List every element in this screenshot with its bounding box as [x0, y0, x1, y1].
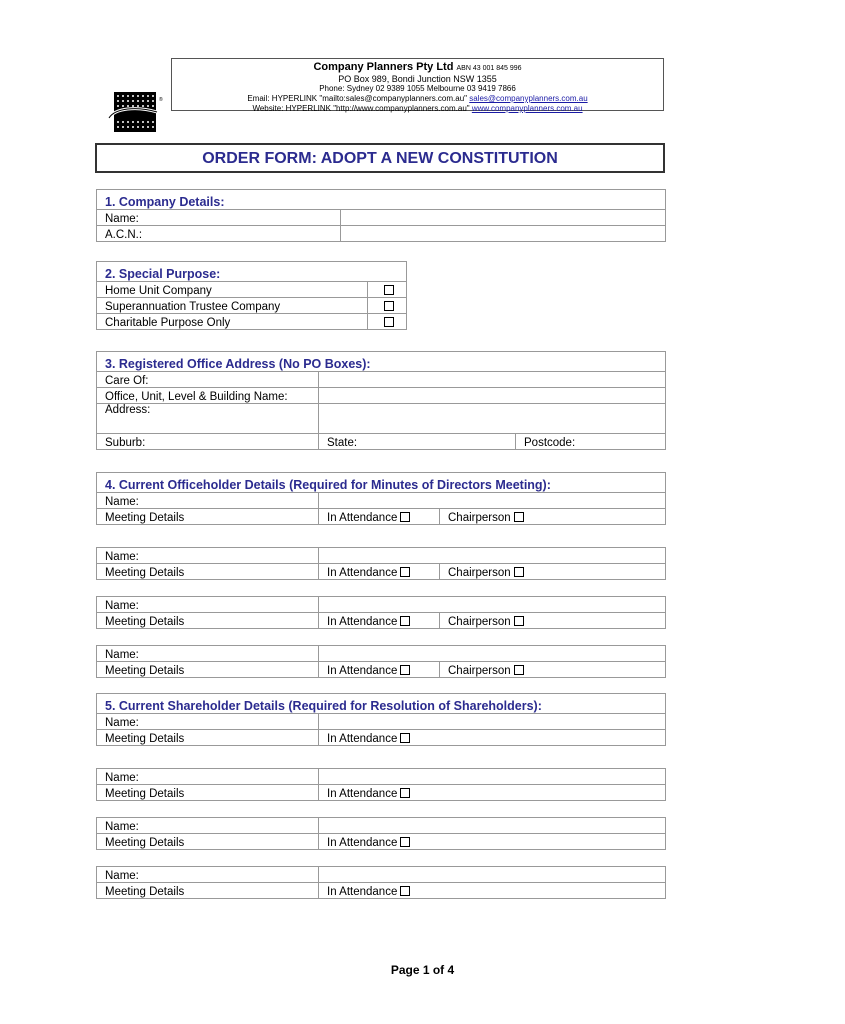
checkbox-icon[interactable]: [384, 285, 394, 295]
attendance-checkbox[interactable]: [400, 733, 410, 743]
chairperson-label: Chairperson: [448, 665, 511, 677]
chairperson-checkbox[interactable]: [514, 512, 524, 522]
shareholder-block: [96, 866, 666, 899]
name-label: Name:: [97, 646, 319, 662]
company-logo: [107, 92, 161, 134]
name-label: Name:: [97, 493, 319, 509]
care-of-label: Care Of:: [97, 372, 319, 388]
office-field[interactable]: [319, 388, 666, 404]
meeting-details-label: Meeting Details: [97, 883, 319, 899]
company-address: PO Box 989, Bondi Junction NSW 1355: [338, 74, 497, 84]
care-of-field[interactable]: [319, 372, 666, 388]
attendance-label: In Attendance: [327, 567, 398, 579]
option-label: Home Unit Company: [97, 282, 368, 298]
charitable-checkbox[interactable]: [368, 314, 407, 330]
section-title: 1. Company Details:: [97, 190, 666, 210]
meeting-details-label: Meeting Details: [97, 662, 319, 678]
attendance-checkbox[interactable]: [400, 512, 410, 522]
shareholder-name-field[interactable]: [319, 714, 666, 730]
checkbox-icon[interactable]: [384, 317, 394, 327]
name-label: Name:: [97, 548, 319, 564]
company-name-field[interactable]: [341, 210, 666, 226]
officeholder-block: [96, 596, 666, 629]
office-label: Office, Unit, Level & Building Name:: [97, 388, 319, 404]
email-link[interactable]: sales@companyplanners.com.au: [469, 94, 588, 103]
acn-field[interactable]: [341, 226, 666, 242]
officeholder-name-field[interactable]: [319, 493, 666, 509]
svg-text:®: ®: [159, 97, 163, 103]
company-details-section: [96, 189, 666, 242]
section-title: 4. Current Officeholder Details (Required for Minutes of Directors Meeting):: [97, 473, 666, 493]
officeholder-name-field[interactable]: [319, 548, 666, 564]
officeholder-block: [96, 547, 666, 580]
name-label: Name:: [97, 597, 319, 613]
home-unit-checkbox[interactable]: [368, 282, 407, 298]
officeholder-name-field[interactable]: [319, 646, 666, 662]
name-label: Name:: [97, 769, 319, 785]
name-label: Name:: [97, 210, 341, 226]
attendance-checkbox[interactable]: [400, 567, 410, 577]
section-title: 3. Registered Office Address (No PO Boxes):: [97, 352, 666, 372]
website-prefix: Website: HYPERLINK "http://www.companyplanners.com.au": [252, 104, 472, 113]
option-label: Charitable Purpose Only: [97, 314, 368, 330]
address-label: Address:: [97, 404, 319, 434]
officeholder-block: [96, 645, 666, 678]
super-trustee-checkbox[interactable]: [368, 298, 407, 314]
chairperson-checkbox[interactable]: [514, 616, 524, 626]
shareholder-name-field[interactable]: [319, 769, 666, 785]
chairperson-label: Chairperson: [448, 512, 511, 524]
section-title: 2. Special Purpose:: [97, 262, 407, 282]
address-field[interactable]: [319, 404, 666, 434]
company-abn: ABN 43 001 845 996: [456, 65, 522, 72]
attendance-label: In Attendance: [327, 512, 398, 524]
attendance-checkbox[interactable]: [400, 665, 410, 675]
shareholder-name-field[interactable]: [319, 867, 666, 883]
attendance-checkbox[interactable]: [400, 837, 410, 847]
meeting-details-label: Meeting Details: [97, 834, 319, 850]
meeting-details-label: Meeting Details: [97, 509, 319, 525]
attendance-checkbox[interactable]: [400, 616, 410, 626]
chairperson-label: Chairperson: [448, 567, 511, 579]
attendance-label: In Attendance: [327, 733, 398, 745]
officeholder-name-field[interactable]: [319, 597, 666, 613]
email-prefix: Email: HYPERLINK "mailto:sales@companyplanners.com.au": [247, 94, 470, 103]
option-label: Superannuation Trustee Company: [97, 298, 368, 314]
website-link[interactable]: www.companyplanners.com.au: [471, 104, 583, 113]
shareholder-name-field[interactable]: [319, 818, 666, 834]
company-name: Company Planners Pty Ltd: [313, 61, 454, 73]
company-header: [171, 58, 664, 111]
chairperson-checkbox[interactable]: [514, 665, 524, 675]
state-label: State:: [319, 434, 516, 450]
checkbox-icon[interactable]: [384, 301, 394, 311]
chairperson-label: Chairperson: [448, 616, 511, 628]
postcode-label: Postcode:: [516, 434, 666, 450]
attendance-label: In Attendance: [327, 837, 398, 849]
name-label: Name:: [97, 818, 319, 834]
attendance-checkbox[interactable]: [400, 788, 410, 798]
attendance-label: In Attendance: [327, 665, 398, 677]
meeting-details-label: Meeting Details: [97, 613, 319, 629]
chairperson-checkbox[interactable]: [514, 567, 524, 577]
acn-label: A.C.N.:: [97, 226, 341, 242]
attendance-label: In Attendance: [327, 788, 398, 800]
attendance-checkbox[interactable]: [400, 886, 410, 896]
attendance-label: In Attendance: [327, 886, 398, 898]
attendance-label: In Attendance: [327, 616, 398, 628]
registered-office-section: [96, 351, 666, 450]
officeholder-section: [96, 472, 666, 525]
name-label: Name:: [97, 867, 319, 883]
meeting-details-label: Meeting Details: [97, 730, 319, 746]
section-title: 5. Current Shareholder Details (Required for Resolution of Shareholders):: [97, 694, 666, 714]
special-purpose-section: [96, 261, 407, 330]
shareholder-block: [96, 817, 666, 850]
name-label: Name:: [97, 714, 319, 730]
meeting-details-label: Meeting Details: [97, 564, 319, 580]
form-title: ORDER FORM: ADOPT A NEW CONSTITUTION: [95, 143, 665, 173]
meeting-details-label: Meeting Details: [97, 785, 319, 801]
shareholder-block: [96, 768, 666, 801]
company-phone: Phone: Sydney 02 9389 1055 Melbourne 03 9419 7866: [319, 84, 516, 93]
shareholder-section: [96, 693, 666, 746]
suburb-label: Suburb:: [97, 434, 319, 450]
page-number: Page 1 of 4: [390, 963, 455, 977]
